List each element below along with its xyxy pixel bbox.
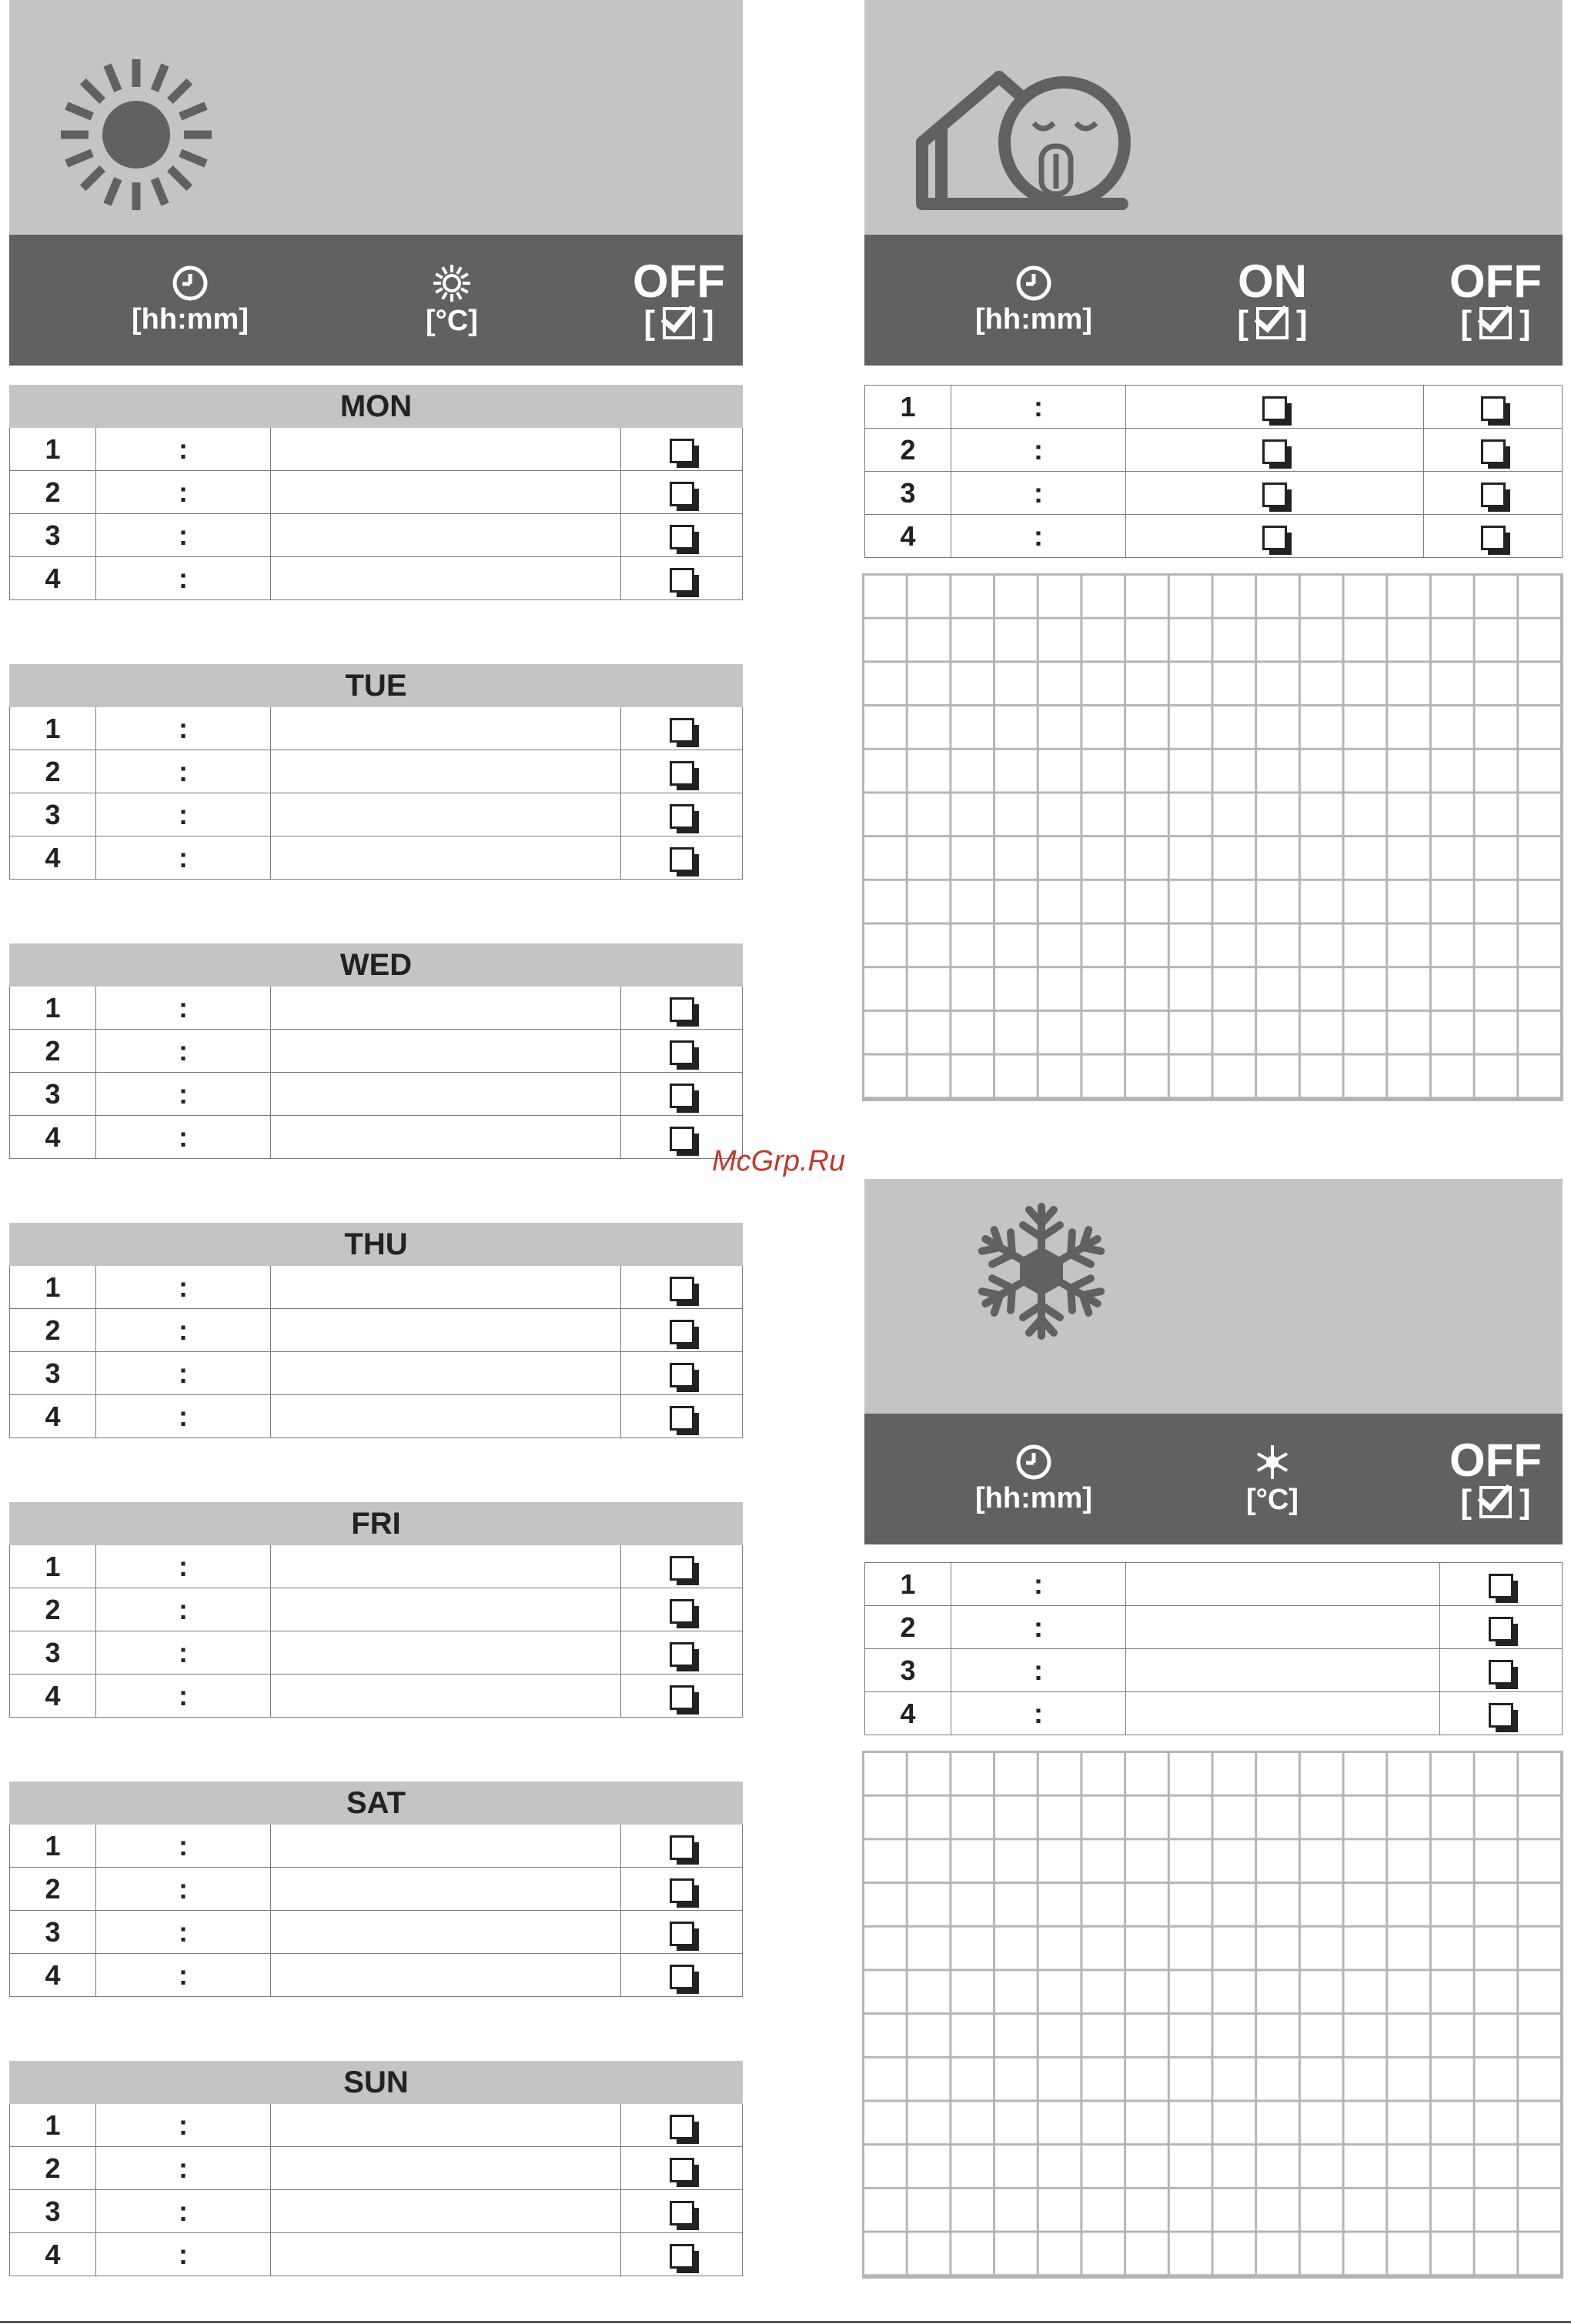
table-row [10,2190,743,2233]
checkbox-icon [670,1277,694,1301]
temperature-input[interactable] [271,514,621,557]
table-row [10,836,743,880]
time-input[interactable]: : [96,1395,271,1438]
slot-number: 2 [10,471,96,514]
slot-number: 3 [10,514,96,557]
checkbox-icon [670,1556,694,1581]
cooling-legend-bar [864,1414,1563,1544]
temperature-input[interactable] [271,1073,621,1116]
temperature-input[interactable] [271,428,621,471]
checkbox-icon [1256,307,1289,339]
slot-number: 1 [10,1266,96,1309]
time-input[interactable]: : [951,1606,1126,1649]
temp-unit-label: [°C] [426,305,478,337]
table-row [10,793,743,836]
slot-number: 3 [10,793,96,836]
day-heading: SUN [9,2061,743,2104]
time-input[interactable]: : [96,836,271,880]
table-row [10,1309,743,1352]
checkbox-icon [670,1320,694,1344]
off-checkbox[interactable] [1440,1692,1563,1735]
slot-number: 2 [10,1588,96,1631]
checkbox-icon [670,718,694,743]
temperature-input[interactable] [271,1116,621,1159]
off-checkbox[interactable] [621,707,743,750]
slot-number: 1 [865,1563,951,1606]
temp-unit-label: [°C] [1246,1484,1299,1516]
off-label: OFF [633,255,725,307]
time-input[interactable]: : [96,1073,271,1116]
off-checkbox[interactable] [621,1395,743,1438]
checkbox-icon [670,1922,694,1946]
table-row [10,1352,743,1395]
temperature-input[interactable] [271,1395,621,1438]
slot-number: 4 [10,836,96,880]
off-checkbox[interactable] [621,1868,743,1911]
day-heading: MON [9,385,743,428]
table-row [10,428,743,471]
time-input[interactable]: : [96,2190,271,2233]
temperature-input[interactable] [271,707,621,750]
sun-icon [55,54,217,215]
checkbox-icon [670,997,694,1022]
time-input[interactable]: : [96,1631,271,1675]
temp-column-header [348,235,556,366]
sun-small-icon [431,262,473,304]
slot-number: 3 [865,1649,951,1692]
checkbox-icon [670,2201,694,2225]
slot-number: 2 [10,2147,96,2190]
table-row [10,1266,743,1309]
time-column-header [941,1414,1126,1544]
table-row [10,750,743,793]
off-checkbox[interactable] [621,428,743,471]
watermark-text: McGrp.Ru [712,1145,846,1177]
time-input[interactable]: : [96,557,271,600]
on-column-header [1203,235,1342,366]
off-checkbox[interactable] [621,1825,743,1868]
time-input[interactable]: : [951,1649,1126,1692]
day-heading: WED [9,943,743,987]
table-row [10,1954,743,1997]
time-input[interactable]: : [951,472,1126,515]
slot-number: 3 [10,2190,96,2233]
off-column-header [1434,1414,1557,1544]
time-format-label: [hh:mm] [975,1482,1092,1514]
temperature-input[interactable] [271,1868,621,1911]
cooling-header [864,1179,1563,1414]
time-input[interactable]: : [951,1563,1126,1606]
checkbox-icon [670,1084,694,1108]
time-input[interactable]: : [96,987,271,1030]
off-checkbox[interactable] [1424,429,1563,472]
table-row [10,557,743,600]
checkbox-icon [670,2115,694,2139]
temperature-input[interactable] [271,1030,621,1073]
time-input[interactable]: : [96,1825,271,1868]
on-checkbox[interactable] [1126,429,1424,472]
slot-number: 1 [10,987,96,1030]
temperature-input[interactable] [1126,1563,1440,1606]
slot-number: 1 [10,2104,96,2147]
notes-grid-bottom[interactable] [862,1751,1563,2279]
checkbox-icon [670,1363,694,1387]
temperature-input[interactable] [1126,1692,1440,1735]
checkbox-icon [670,568,694,593]
table-row [865,386,1563,429]
quiet-schedule-table [864,385,1563,558]
table-row [10,1868,743,1911]
day-block-fri [9,1502,743,1718]
checkbox-icon [663,307,695,339]
off-checkbox[interactable] [621,1954,743,1997]
temperature-input[interactable] [271,2190,621,2233]
table-row [10,707,743,750]
slot-number: 1 [10,707,96,750]
checkbox-icon [670,1406,694,1431]
bracket-open: [ [1237,304,1248,342]
slot-number: 3 [10,1911,96,1954]
checkbox-icon [670,1878,694,1903]
off-checkbox[interactable] [621,2190,743,2233]
checkbox-icon [1489,1574,1513,1598]
table-row [865,429,1563,472]
time-input[interactable]: : [96,1675,271,1718]
off-checkbox[interactable] [621,836,743,880]
off-checkbox[interactable] [1440,1606,1563,1649]
checkbox-icon [670,439,694,463]
bracket-close: ] [703,304,714,342]
table-row [10,1116,743,1159]
slot-number: 4 [865,1692,951,1735]
checkbox-icon [670,525,694,549]
checkbox-icon [670,1642,694,1667]
time-input[interactable]: : [96,1266,271,1309]
slot-number: 2 [10,750,96,793]
temperature-input[interactable] [271,836,621,880]
off-checkbox[interactable] [621,557,743,600]
checkbox-icon [670,1835,694,1860]
temperature-input[interactable] [271,1309,621,1352]
off-checkbox[interactable] [621,1309,743,1352]
time-input[interactable]: : [96,1030,271,1073]
slot-number: 1 [10,1825,96,1868]
table-row [10,514,743,557]
table-row [865,1563,1563,1606]
checkbox-icon [670,761,694,786]
time-input[interactable]: : [96,750,271,793]
bracket-close: ] [1519,304,1531,342]
temperature-input[interactable] [271,1954,621,1997]
off-checkbox[interactable] [621,1030,743,1073]
slot-number: 3 [865,472,951,515]
time-input[interactable]: : [951,1692,1126,1735]
slot-number: 4 [10,1954,96,1997]
checkbox-icon [1262,526,1287,550]
time-column-header [86,235,294,366]
time-input[interactable]: : [96,793,271,836]
table-row [10,2233,743,2276]
day-heading: FRI [9,1502,743,1545]
time-input[interactable]: : [96,2233,271,2276]
table-row [10,2104,743,2147]
temperature-input[interactable] [271,987,621,1030]
table-row [10,1073,743,1116]
temperature-input[interactable] [271,1631,621,1675]
off-checkbox[interactable] [621,750,743,793]
table-row [10,1675,743,1718]
temperature-input[interactable] [271,1545,621,1588]
slot-number: 4 [10,1395,96,1438]
off-column-header [617,235,740,366]
off-checkbox[interactable] [621,1545,743,1588]
temperature-input[interactable] [271,2147,621,2190]
table-row [10,1545,743,1588]
slot-number: 1 [865,386,951,429]
notes-grid-top[interactable] [862,573,1563,1101]
table-row [865,1692,1563,1735]
checkbox-icon [1481,439,1506,464]
day-heading: TUE [9,664,743,707]
bracket-open: [ [1460,1483,1472,1521]
time-input[interactable]: : [951,515,1126,558]
time-input[interactable]: : [96,1309,271,1352]
temperature-input[interactable] [271,1825,621,1868]
on-checkbox[interactable] [1126,472,1424,515]
time-input[interactable]: : [96,1116,271,1159]
temperature-input[interactable] [1126,1606,1440,1649]
off-checkbox[interactable] [621,1675,743,1718]
off-checkbox[interactable] [1440,1649,1563,1692]
day-block-sat [9,1781,743,1997]
time-input[interactable]: : [96,1545,271,1588]
heating-header [9,0,743,235]
temperature-input[interactable] [271,1588,621,1631]
slot-number: 4 [865,515,951,558]
temperature-input[interactable] [271,1675,621,1718]
temperature-input[interactable] [271,2233,621,2276]
temperature-input[interactable] [271,2104,621,2147]
bracket-close: ] [1296,304,1308,342]
snowflake-icon [972,1202,1111,1341]
on-checkbox[interactable] [1126,386,1424,429]
day-heading: SAT [9,1781,743,1825]
off-checkbox[interactable] [1424,515,1563,558]
off-checkbox[interactable] [621,514,743,557]
table-row [10,1631,743,1675]
temperature-input[interactable] [271,471,621,514]
temperature-input[interactable] [271,793,621,836]
slot-number: 4 [10,557,96,600]
time-input[interactable]: : [96,1588,271,1631]
checkbox-icon [670,1599,694,1624]
house-quiet-icon [907,58,1138,212]
slot-number: 4 [10,1675,96,1718]
off-checkbox[interactable] [1440,1563,1563,1606]
temperature-input[interactable] [271,1911,621,1954]
slot-number: 2 [10,1868,96,1911]
off-column-header [1434,235,1557,366]
table-row [10,1030,743,1073]
slot-number: 4 [10,1116,96,1159]
table-row [10,1588,743,1631]
checkbox-icon [1489,1660,1513,1685]
off-checkbox[interactable] [621,471,743,514]
slot-number: 3 [10,1073,96,1116]
slot-number: 2 [865,429,951,472]
checkbox-icon [1479,307,1512,339]
temp-column-header [1203,1414,1342,1544]
checkbox-icon [670,482,694,506]
day-block-sun [9,2061,743,2276]
off-checkbox[interactable] [621,987,743,1030]
day-heading: THU [9,1223,743,1266]
table-row [10,1395,743,1438]
bracket-open: [ [1460,304,1472,342]
off-checkbox[interactable] [621,793,743,836]
table-row [10,471,743,514]
cooling-schedule-table [864,1562,1563,1735]
time-input[interactable]: : [951,386,1126,429]
table-row [865,1649,1563,1692]
time-input[interactable]: : [96,707,271,750]
on-checkbox[interactable] [1126,515,1424,558]
table-row [865,1606,1563,1649]
checkbox-icon [670,1965,694,1989]
slot-number: 3 [10,1631,96,1675]
slot-number: 2 [10,1030,96,1073]
time-input[interactable]: : [96,1954,271,1997]
time-input[interactable]: : [96,471,271,514]
temperature-input[interactable] [271,557,621,600]
off-checkbox[interactable] [1424,472,1563,515]
time-input[interactable]: : [96,1911,271,1954]
slot-number: 1 [10,428,96,471]
off-checkbox[interactable] [621,1352,743,1395]
clock-icon [1014,264,1053,302]
time-column-header [941,235,1126,366]
time-input[interactable]: : [96,2147,271,2190]
checkbox-icon [670,1040,694,1065]
off-checkbox[interactable] [621,1631,743,1675]
time-format-label: [hh:mm] [132,303,249,336]
checkbox-icon [670,1127,694,1151]
footer-rule [0,2321,1571,2323]
table-row [865,515,1563,558]
off-checkbox[interactable] [621,1588,743,1631]
snowflake-small-icon [1252,1441,1293,1483]
off-checkbox[interactable] [621,2104,743,2147]
temperature-input[interactable] [271,750,621,793]
table-row [10,1825,743,1868]
checkbox-icon [670,847,694,872]
table-row [10,1911,743,1954]
clock-icon [171,264,209,302]
quiet-header [864,0,1563,235]
slot-number: 2 [865,1606,951,1649]
checkbox-icon [1489,1617,1513,1641]
temperature-input[interactable] [271,1266,621,1309]
day-block-tue [9,664,743,880]
off-checkbox[interactable] [621,1911,743,1954]
off-checkbox[interactable] [621,2233,743,2276]
checkbox-icon [670,804,694,829]
day-block-mon [9,385,743,600]
off-checkbox[interactable] [621,1266,743,1309]
time-input[interactable]: : [96,428,271,471]
bracket-close: ] [1519,1483,1531,1521]
checkbox-icon [1262,396,1287,421]
off-checkbox[interactable] [1424,386,1563,429]
temperature-input[interactable] [271,1352,621,1395]
off-checkbox[interactable] [621,1073,743,1116]
quiet-legend-bar [864,235,1563,366]
table-row [865,472,1563,515]
off-label: OFF [1449,255,1542,307]
temperature-input[interactable] [1126,1649,1440,1692]
on-label: ON [1238,255,1307,307]
checkbox-icon [1262,439,1287,464]
heating-legend-bar [9,235,743,366]
time-input[interactable]: : [96,2104,271,2147]
time-input[interactable]: : [96,1868,271,1911]
checkbox-icon [670,1685,694,1710]
checkbox-icon [1262,482,1287,507]
checkbox-icon [1489,1703,1513,1728]
slot-number: 2 [10,1309,96,1352]
clock-icon [1014,1443,1053,1481]
day-block-wed [9,943,743,1159]
checkbox-icon [1479,1486,1512,1518]
slot-number: 3 [10,1352,96,1395]
checkbox-icon [1481,396,1506,421]
off-label: OFF [1449,1434,1542,1486]
table-row [10,987,743,1030]
time-input[interactable]: : [96,514,271,557]
checkbox-icon [1481,482,1506,507]
bracket-open: [ [643,304,655,342]
time-format-label: [hh:mm] [975,303,1092,336]
time-input[interactable]: : [96,1352,271,1395]
slot-number: 4 [10,2233,96,2276]
time-input[interactable]: : [951,429,1126,472]
off-checkbox[interactable] [621,2147,743,2190]
checkbox-icon [670,2244,694,2269]
day-block-thu [9,1223,743,1438]
table-row [10,2147,743,2190]
checkbox-icon [1481,526,1506,550]
slot-number: 1 [10,1545,96,1588]
checkbox-icon [670,2158,694,2182]
